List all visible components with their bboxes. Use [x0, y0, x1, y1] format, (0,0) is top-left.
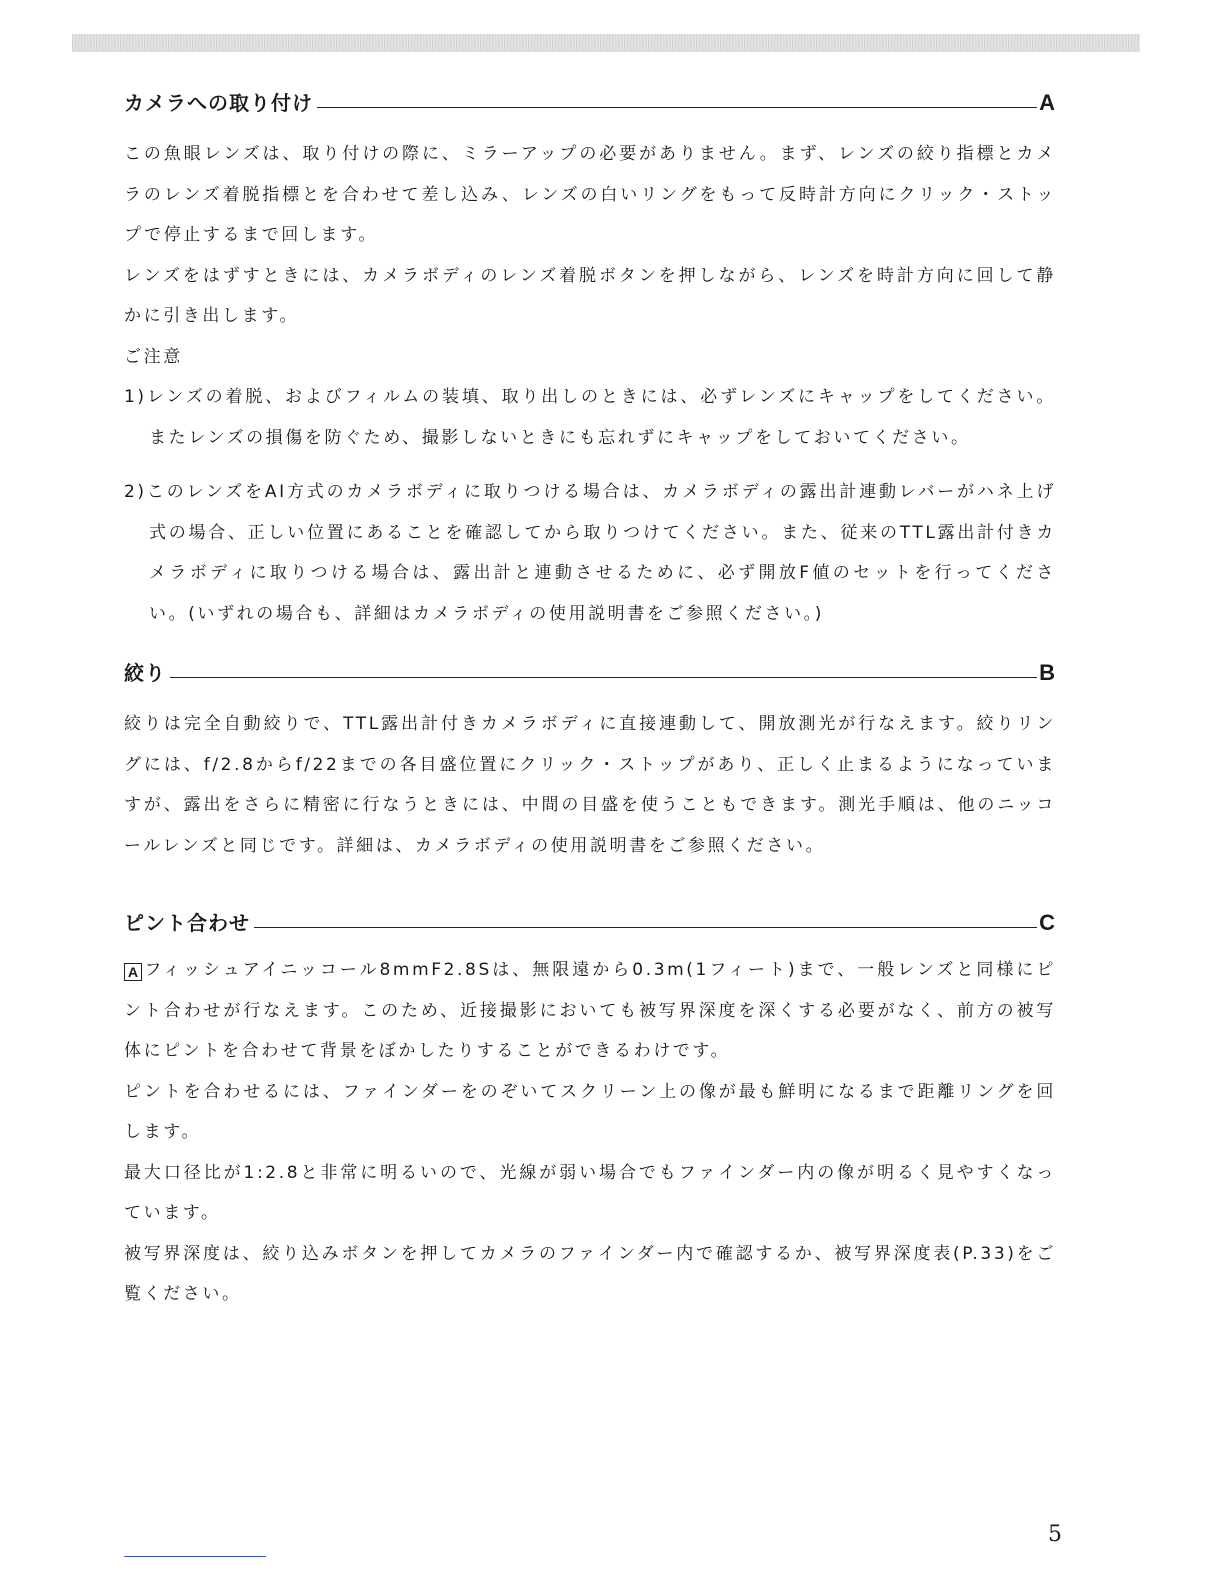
paragraph: レンズをはずすときには、カメラボディのレンズ着脱ボタンを押しながら、レンズを時計方向に回して静かに引き出します。 [124, 265, 1056, 326]
top-decorative-band [72, 34, 1140, 52]
section-heading-focusing [124, 904, 1056, 936]
heading-rule [254, 927, 1037, 928]
paragraph: ピントを合わせるには、ファインダーをのぞいてスクリーン上の像が最も鮮明になるまで距離リングを回します。 [124, 1081, 1056, 1142]
section-title: ピント合わせ [124, 911, 250, 935]
section-letter: A [1039, 90, 1056, 115]
manual-page [124, 84, 1056, 1315]
section-title: カメラへの取り付け [124, 91, 313, 115]
paragraph [124, 950, 1056, 1072]
note-item: 1)レンズの着脱、およびフィルムの装填、取り出しのときには、必ずレンズにキャップをしてください。またレンズの損傷を防ぐため、撮影しないときにも忘れずにキャップをしておいてください。 [124, 387, 1056, 448]
ai-badge-icon: A [124, 963, 142, 981]
heading-rule [170, 677, 1037, 678]
paragraph-text: フィッシュアイニッコール8mmF2.8Sは、無限遠から0.3m(1フィート)まで、一般レンズと同様にピント合わせが行なえます。このため、近接撮影においても被写界深度を深くする必要がなく、前方の被写体にピントを合わせて背景をぼかしたりすることができるわけです。 [124, 960, 1056, 1061]
section-title: 絞り [124, 661, 166, 685]
page-number: 5 [1048, 1522, 1062, 1547]
section-letter: B [1039, 660, 1056, 685]
bottom-rule [124, 1556, 266, 1557]
section-heading-mounting [124, 84, 1056, 116]
section-letter: C [1039, 910, 1056, 935]
section-focusing [124, 904, 1056, 1315]
paragraph: 最大口径比が1:2.8と非常に明るいので、光線が弱い場合でもファインダー内の像が明るく見やすくなっています。 [124, 1162, 1056, 1223]
paragraph: 被写界深度は、絞り込みボタンを押してカメラのファインダー内で確認するか、被写界深度表(P.33)をご覧ください。 [124, 1243, 1056, 1304]
paragraph: 絞りは完全自動絞りで、TTL露出計付きカメラボディに直接連動して、開放測光が行なえます。絞りリングには、f/2.8からf/22までの各目盛位置にクリック・ストップがあり、正しく止まるようになっていますが、露出をさらに精密に行なうときには、中間の目盛を使うこともできます。測光手順は、他のニッコールレンズと同じです。詳細は、カメラボディの使用説明書をご参照ください。 [124, 714, 1056, 856]
note-item: 2)このレンズをAI方式のカメラボディに取りつける場合は、カメラボディの露出計連動レバーがハネ上げ式の場合、正しい位置にあることを確認してから取りつけてください。また、従来のTTL露出計付きカメラボディに取りつける場合は、露出計と連動させるために、必ず開放F値のセットを行ってください。(いずれの場合も、詳細はカメラボディの使用説明書をご参照ください。) [124, 482, 1056, 624]
paragraph: この魚眼レンズは、取り付けの際に、ミラーアップの必要がありません。まず、レンズの絞り指標とカメラのレンズ着脱指標とを合わせて差し込み、レンズの白いリングをもって反時計方向にクリック・ストップで停止するまで回します。 [124, 144, 1056, 245]
note-label: ご注意 [124, 346, 183, 367]
section-mounting [124, 84, 1056, 634]
section-aperture [124, 654, 1056, 866]
heading-rule [317, 107, 1037, 108]
section-heading-aperture [124, 654, 1056, 686]
